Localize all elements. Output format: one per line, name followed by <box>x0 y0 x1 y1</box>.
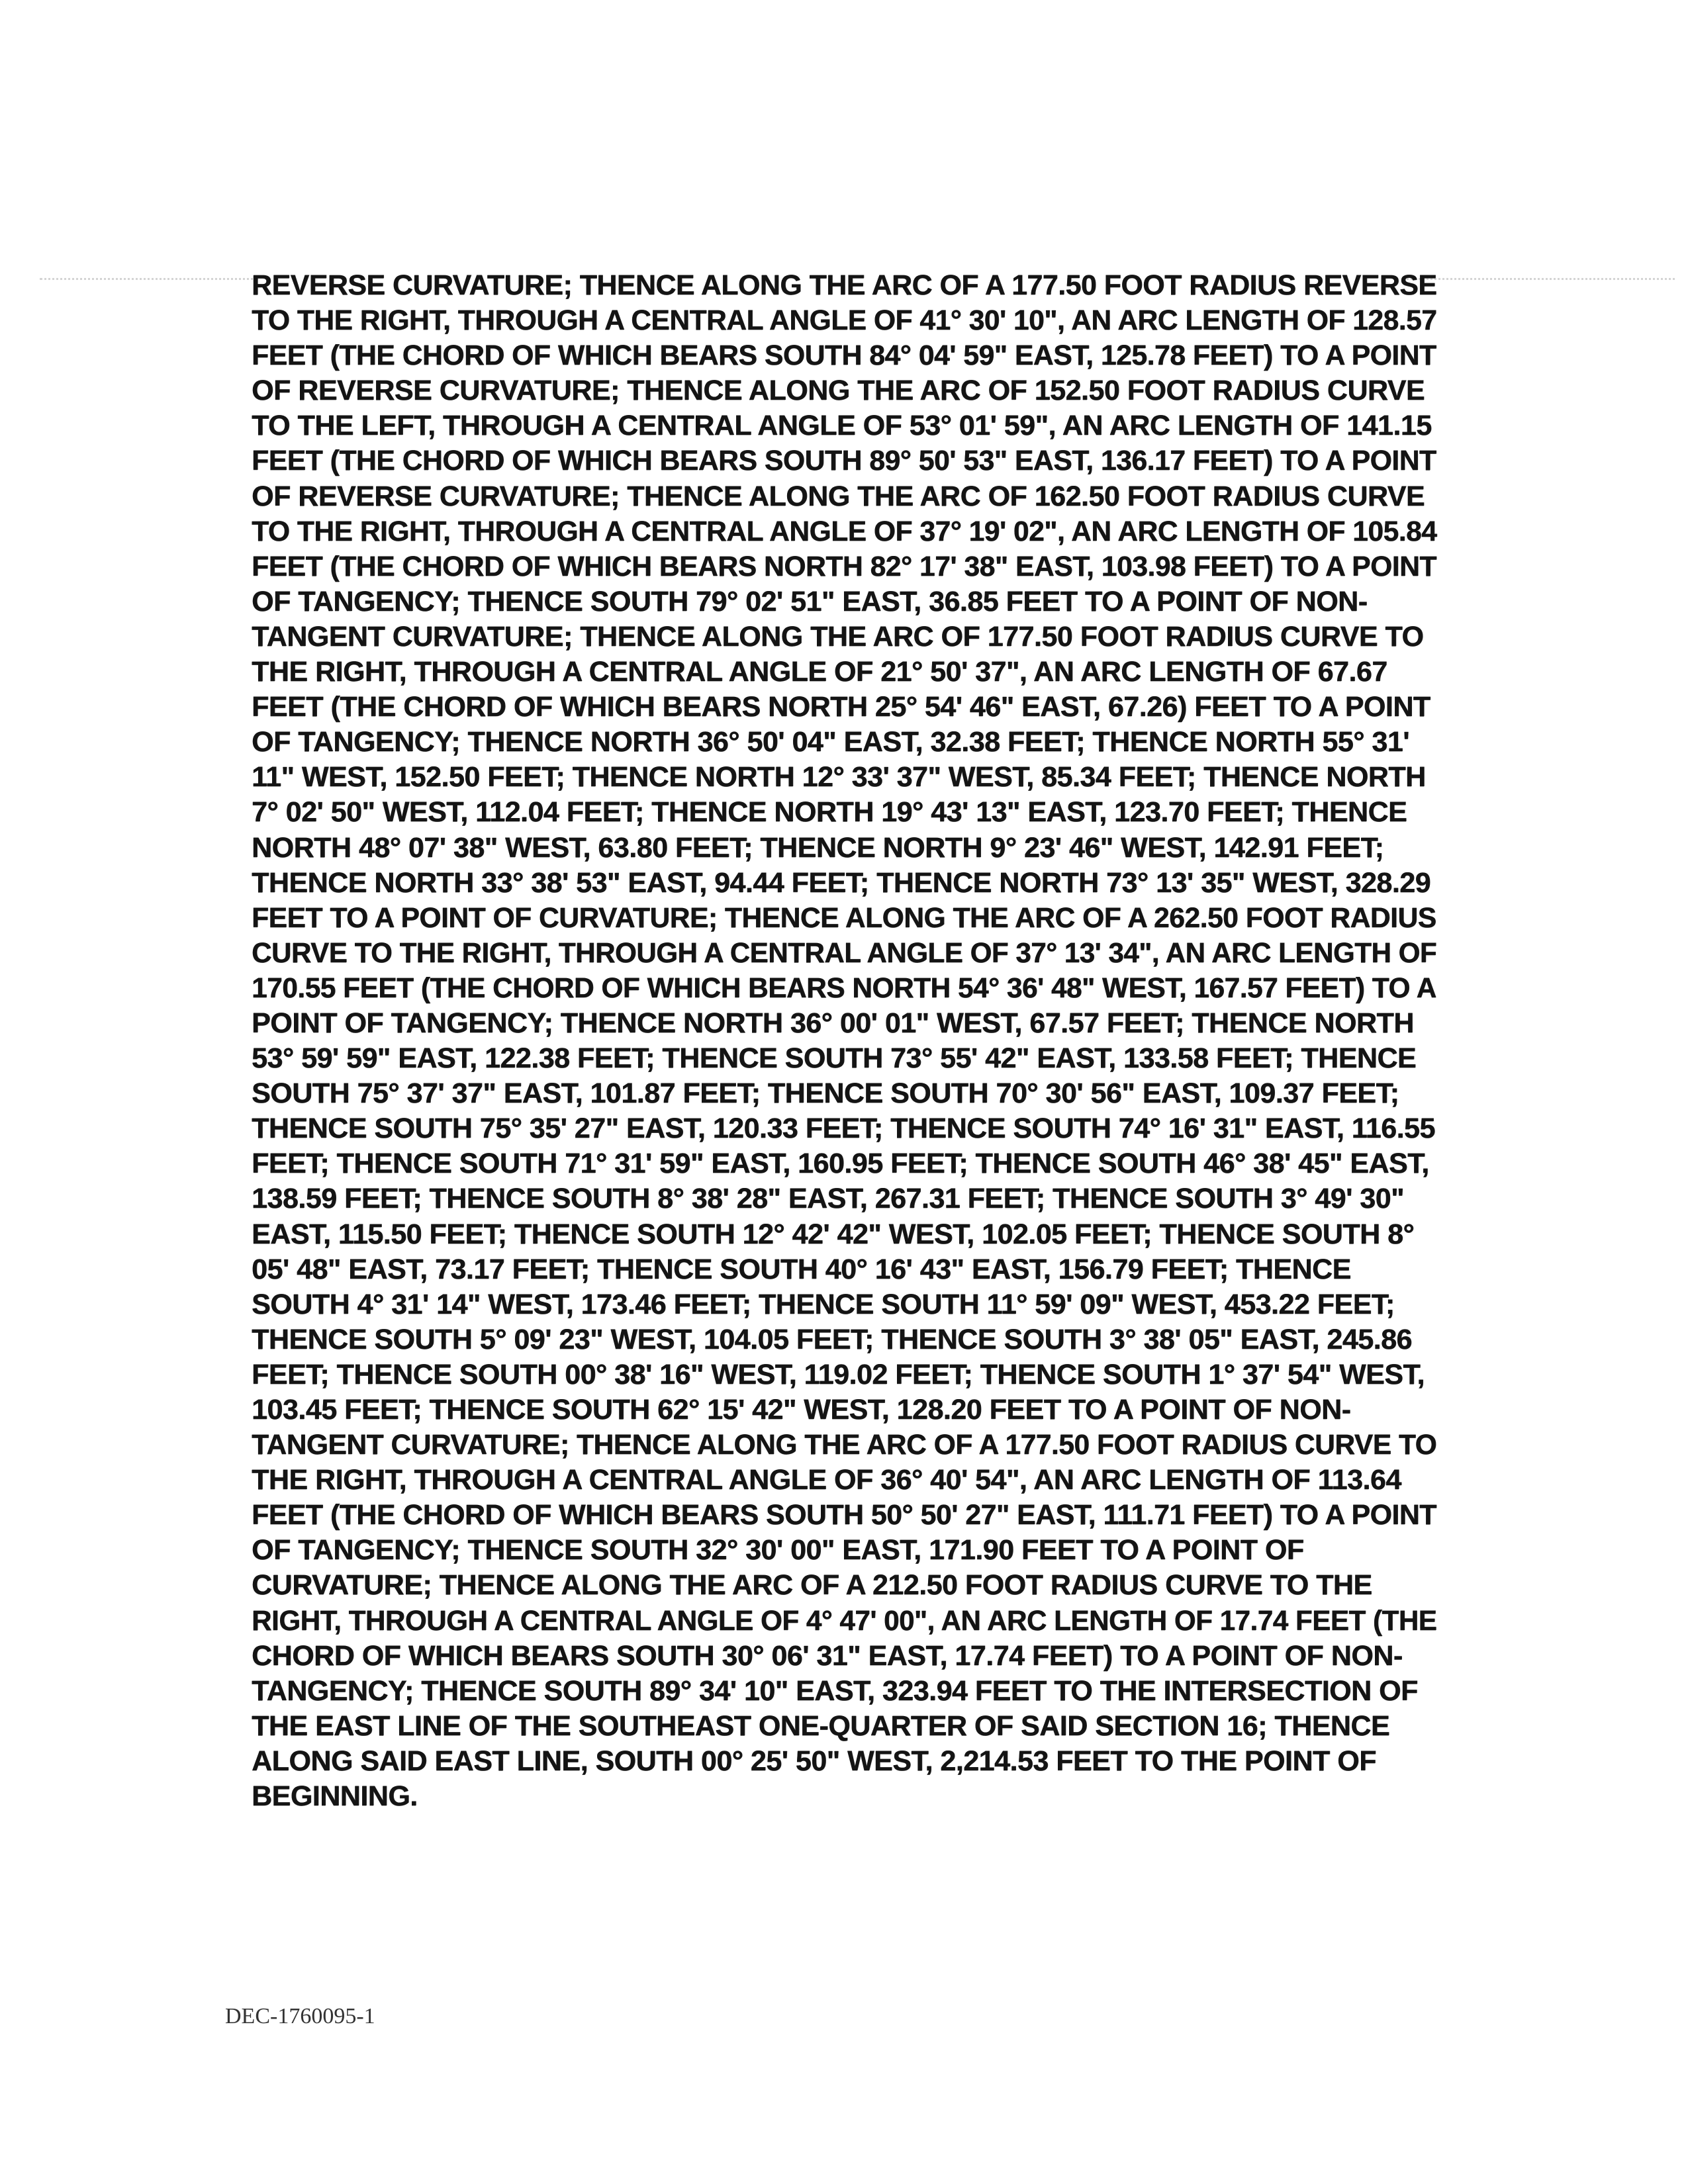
legal-description-line: THENCE SOUTH 75° 35' 27" EAST, 120.33 FEET; THENCE SOUTH 74° 16' 31" EAST, 116.55 <box>252 1113 1435 1145</box>
legal-description-line: FEET (THE CHORD OF WHICH BEARS SOUTH 89° 50' 53" EAST, 136.17 FEET) TO A POINT <box>252 445 1436 477</box>
legal-description-line: CURVATURE; THENCE ALONG THE ARC OF A 212.50 FOOT RADIUS CURVE TO THE <box>252 1569 1372 1602</box>
legal-description-line: FEET; THENCE SOUTH 00° 38' 16" WEST, 119.02 FEET; THENCE SOUTH 1° 37' 54" WEST, <box>252 1358 1425 1390</box>
legal-description-line: FEET TO A POINT OF CURVATURE; THENCE ALONG THE ARC OF A 262.50 FOOT RADIUS <box>252 901 1436 934</box>
legal-description-line: 103.45 FEET; THENCE SOUTH 62° 15' 42" WEST, 128.20 FEET TO A POINT OF NON- <box>252 1394 1351 1426</box>
legal-description-line: TO THE LEFT, THROUGH A CENTRAL ANGLE OF 53° 01' 59", AN ARC LENGTH OF 141.15 <box>252 410 1432 442</box>
legal-description-line: TANGENCY; THENCE SOUTH 89° 34' 10" EAST, 323.94 FEET TO THE INTERSECTION OF <box>252 1674 1418 1707</box>
legal-description-line: NORTH 48° 07' 38" WEST, 63.80 FEET; THENCE NORTH 9° 23' 46" WEST, 142.91 FEET; <box>252 831 1384 864</box>
legal-description-line: OF REVERSE CURVATURE; THENCE ALONG THE ARC OF 162.50 FOOT RADIUS CURVE <box>252 480 1425 512</box>
document-id: DEC-1760095-1 <box>225 2004 375 2028</box>
legal-description-line: ALONG SAID EAST LINE, SOUTH 00° 25' 50" WEST, 2,214.53 FEET TO THE POINT OF <box>252 1745 1376 1777</box>
legal-description-line: FEET (THE CHORD OF WHICH BEARS NORTH 25° 54' 46" EAST, 67.26) FEET TO A POINT <box>252 691 1430 723</box>
legal-description-line: CURVE TO THE RIGHT, THROUGH A CENTRAL ANGLE OF 37° 13' 34", AN ARC LENGTH OF <box>252 936 1437 969</box>
legal-description-line: TANGENT CURVATURE; THENCE ALONG THE ARC OF A 177.50 FOOT RADIUS CURVE TO <box>252 1429 1437 1461</box>
scan-artifact-left <box>40 278 258 280</box>
legal-description <box>252 268 1436 1814</box>
legal-description-line: SOUTH 75° 37' 37" EAST, 101.87 FEET; THENCE SOUTH 70° 30' 56" EAST, 109.37 FEET; <box>252 1077 1399 1110</box>
legal-description-line: POINT OF TANGENCY; THENCE NORTH 36° 00' 01" WEST, 67.57 FEET; THENCE NORTH <box>252 1007 1414 1039</box>
legal-description-line: FEET; THENCE SOUTH 71° 31' 59" EAST, 160.95 FEET; THENCE SOUTH 46° 38' 45" EAST, <box>252 1148 1429 1180</box>
legal-description-line: THE RIGHT, THROUGH A CENTRAL ANGLE OF 21° 50' 37", AN ARC LENGTH OF 67.67 <box>252 656 1387 688</box>
legal-description-line: SOUTH 4° 31' 14" WEST, 173.46 FEET; THENCE SOUTH 11° 59' 09" WEST, 453.22 FEET; <box>252 1288 1395 1320</box>
legal-description-line: TO THE RIGHT, THROUGH A CENTRAL ANGLE OF 41° 30' 10", AN ARC LENGTH OF 128.57 <box>252 304 1437 337</box>
legal-description-line: CHORD OF WHICH BEARS SOUTH 30° 06' 31" EAST, 17.74 FEET) TO A POINT OF NON- <box>252 1639 1403 1672</box>
legal-description-line: BEGINNING. <box>252 1780 418 1813</box>
legal-description-line: REVERSE CURVATURE; THENCE ALONG THE ARC OF A 177.50 FOOT RADIUS REVERSE <box>252 269 1437 301</box>
legal-description-line: 53° 59' 59" EAST, 122.38 FEET; THENCE SOUTH 73° 55' 42" EAST, 133.58 FEET; THENCE <box>252 1042 1417 1075</box>
legal-description-line: 138.59 FEET; THENCE SOUTH 8° 38' 28" EAST, 267.31 FEET; THENCE SOUTH 3° 49' 30" <box>252 1183 1404 1215</box>
legal-description-line: FEET (THE CHORD OF WHICH BEARS SOUTH 84° 04' 59" EAST, 125.78 FEET) TO A POINT <box>252 340 1436 372</box>
legal-description-line: FEET (THE CHORD OF WHICH BEARS SOUTH 50° 50' 27" EAST, 111.71 FEET) TO A POINT <box>252 1499 1436 1531</box>
legal-description-line: 7° 02' 50" WEST, 112.04 FEET; THENCE NORTH 19° 43' 13" EAST, 123.70 FEET; THENCE <box>252 796 1407 829</box>
legal-description-line: FEET (THE CHORD OF WHICH BEARS NORTH 82° 17' 38" EAST, 103.98 FEET) TO A POINT <box>252 550 1436 582</box>
legal-description-line: EAST, 115.50 FEET; THENCE SOUTH 12° 42' 42" WEST, 102.05 FEET; THENCE SOUTH 8° <box>252 1218 1415 1250</box>
legal-description-line: 11" WEST, 152.50 FEET; THENCE NORTH 12° 33' 37" WEST, 85.34 FEET; THENCE NORTH <box>252 761 1426 794</box>
legal-description-line: THENCE SOUTH 5° 09' 23" WEST, 104.05 FEET; THENCE SOUTH 3° 38' 05" EAST, 245.86 <box>252 1323 1412 1355</box>
legal-description-line: THENCE NORTH 33° 38' 53" EAST, 94.44 FEET; THENCE NORTH 73° 13' 35" WEST, 328.29 <box>252 866 1430 899</box>
legal-description-line: OF TANGENCY; THENCE SOUTH 32° 30' 00" EAST, 171.90 FEET TO A POINT OF <box>252 1534 1304 1567</box>
legal-description-line: THE RIGHT, THROUGH A CENTRAL ANGLE OF 36° 40' 54", AN ARC LENGTH OF 113.64 <box>252 1464 1401 1496</box>
legal-description-line: THE EAST LINE OF THE SOUTHEAST ONE-QUARTER OF SAID SECTION 16; THENCE <box>252 1709 1390 1742</box>
legal-description-line: OF REVERSE CURVATURE; THENCE ALONG THE ARC OF 152.50 FOOT RADIUS CURVE <box>252 375 1425 407</box>
legal-description-line: 170.55 FEET (THE CHORD OF WHICH BEARS NORTH 54° 36' 48" WEST, 167.57 FEET) TO A <box>252 972 1436 1004</box>
scan-artifact-right <box>1403 278 1675 280</box>
legal-description-line: OF TANGENCY; THENCE NORTH 36° 50' 04" EAST, 32.38 FEET; THENCE NORTH 55° 31' <box>252 726 1409 758</box>
legal-description-line: RIGHT, THROUGH A CENTRAL ANGLE OF 4° 47' 00", AN ARC LENGTH OF 17.74 FEET (THE <box>252 1604 1437 1637</box>
legal-description-line: TANGENT CURVATURE; THENCE ALONG THE ARC OF 177.50 FOOT RADIUS CURVE TO <box>252 620 1424 653</box>
legal-description-line: 05' 48" EAST, 73.17 FEET; THENCE SOUTH 40° 16' 43" EAST, 156.79 FEET; THENCE <box>252 1253 1351 1285</box>
legal-description-line: OF TANGENCY; THENCE SOUTH 79° 02' 51" EAST, 36.85 FEET TO A POINT OF NON- <box>252 585 1368 617</box>
legal-description-line: TO THE RIGHT, THROUGH A CENTRAL ANGLE OF 37° 19' 02", AN ARC LENGTH OF 105.84 <box>252 515 1437 547</box>
